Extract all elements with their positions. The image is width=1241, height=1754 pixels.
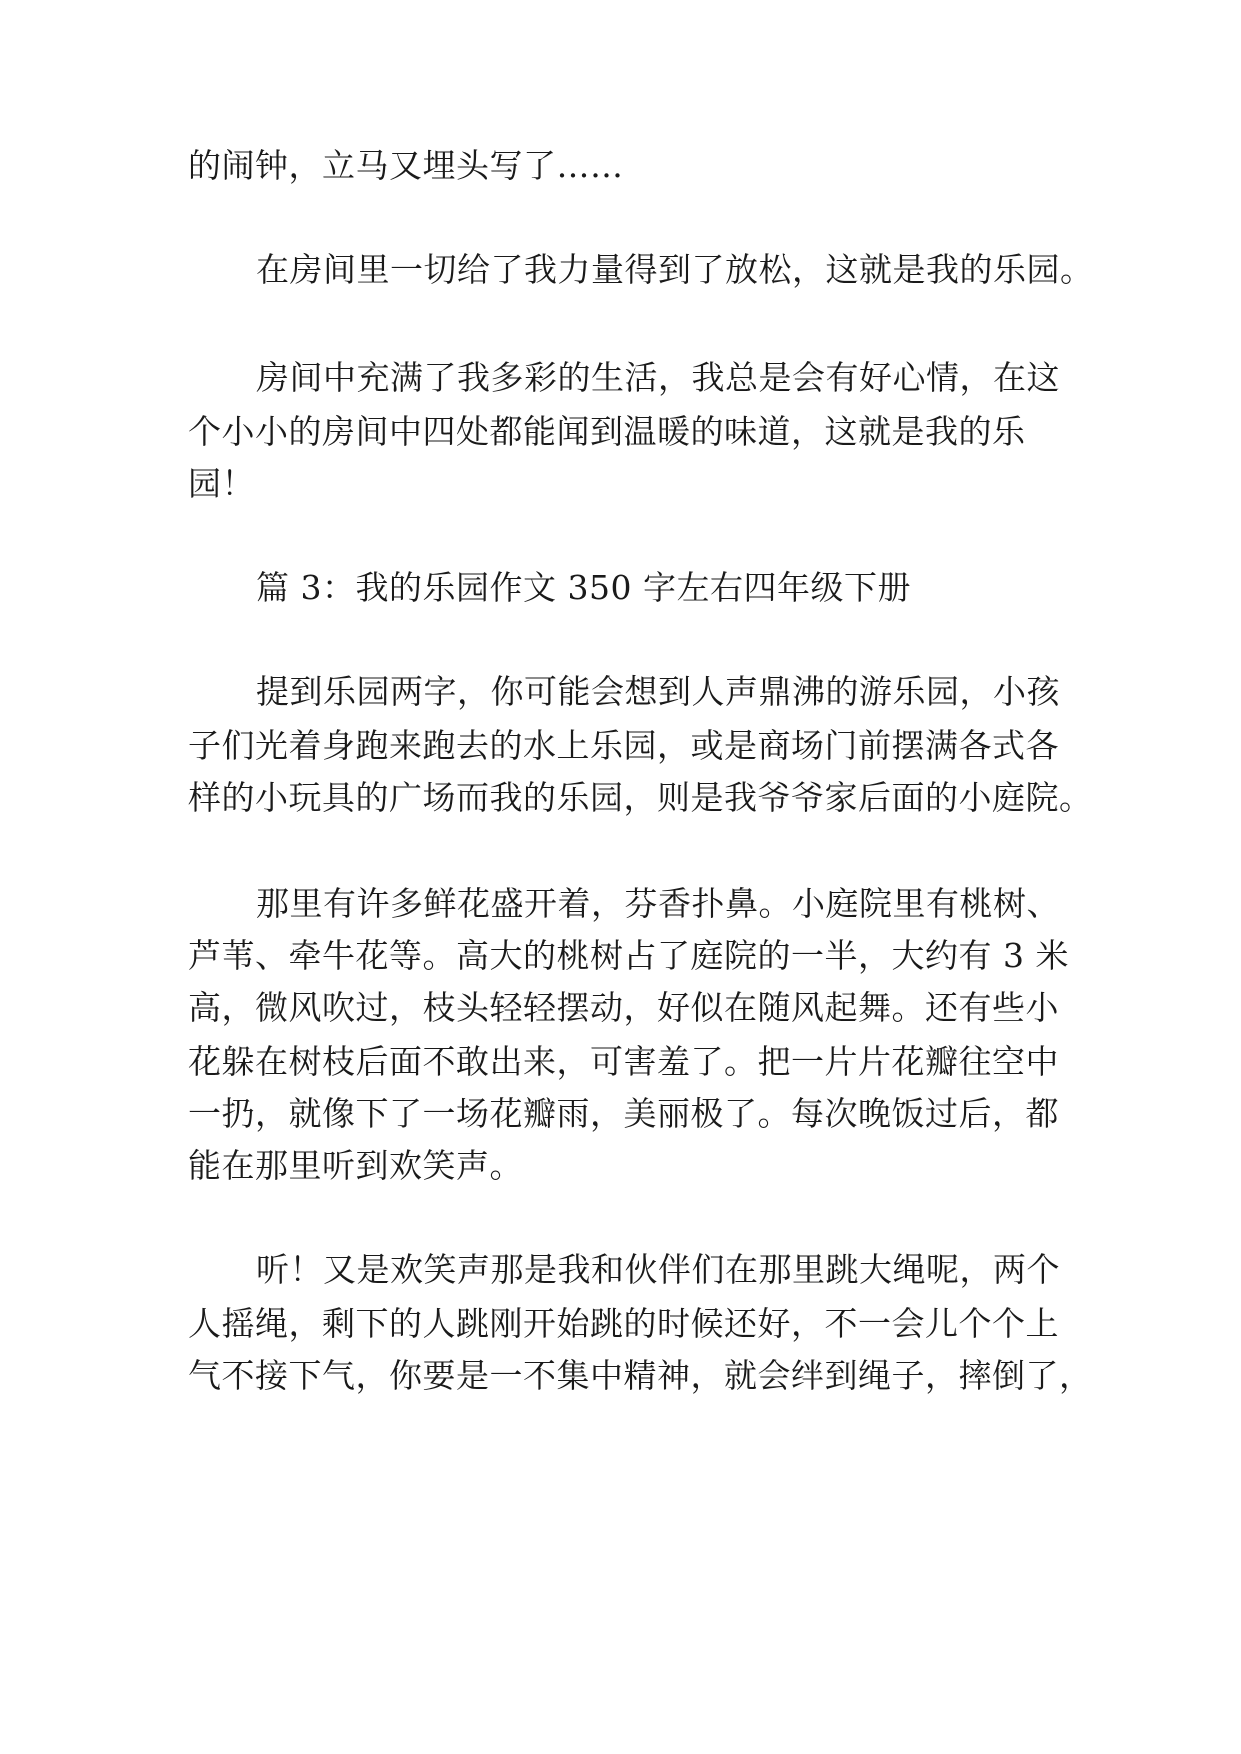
section-heading: 篇 3：我的乐园作文 350 字左右四年级下册 <box>256 568 911 607</box>
paragraph-line: 在房间里一切给了我力量得到了放松，这就是我的乐园。 <box>256 250 1094 289</box>
paragraph-line: 房间中充满了我多彩的生活，我总是会有好心情，在这 <box>256 358 1060 397</box>
text-line: 高，微风吹过，枝头轻轻摆动，好似在随风起舞。还有些小 <box>188 988 1059 1027</box>
text-line: 一扔，就像下了一场花瓣雨，美丽极了。每次晚饭过后，都 <box>188 1094 1059 1133</box>
text-line: 样的小玩具的广场而我的乐园，则是我爷爷家后面的小庭院。 <box>188 778 1093 817</box>
paragraph-line: 那里有许多鲜花盛开着，芬香扑鼻。小庭院里有桃树、 <box>256 884 1060 923</box>
text-line: 人摇绳，剩下的人跳刚开始跳的时候还好，不一会儿个个上 <box>188 1304 1059 1343</box>
text-line: 子们光着身跑来跑去的水上乐园，或是商场门前摆满各式各 <box>188 726 1059 765</box>
text-line: 个小小的房间中四处都能闻到温暖的味道，这就是我的乐 <box>188 412 1026 451</box>
text-line: 气不接下气，你要是一不集中精神，就会绊到绳子，摔倒了， <box>188 1356 1093 1395</box>
paragraph-line: 提到乐园两字，你可能会想到人声鼎沸的游乐园，小孩 <box>256 672 1060 711</box>
paragraph-line: 听！又是欢笑声那是我和伙伴们在那里跳大绳呢，两个 <box>256 1250 1060 1289</box>
text-line: 的闹钟，立马又埋头写了…… <box>188 146 624 185</box>
text-line: 芦苇、牵牛花等。高大的桃树占了庭院的一半，大约有 3 米 <box>188 936 1069 975</box>
text-line: 花躲在树枝后面不敢出来，可害羞了。把一片片花瓣往空中 <box>188 1042 1059 1081</box>
text-line: 能在那里听到欢笑声。 <box>188 1146 523 1185</box>
text-line: 园！ <box>188 464 255 503</box>
